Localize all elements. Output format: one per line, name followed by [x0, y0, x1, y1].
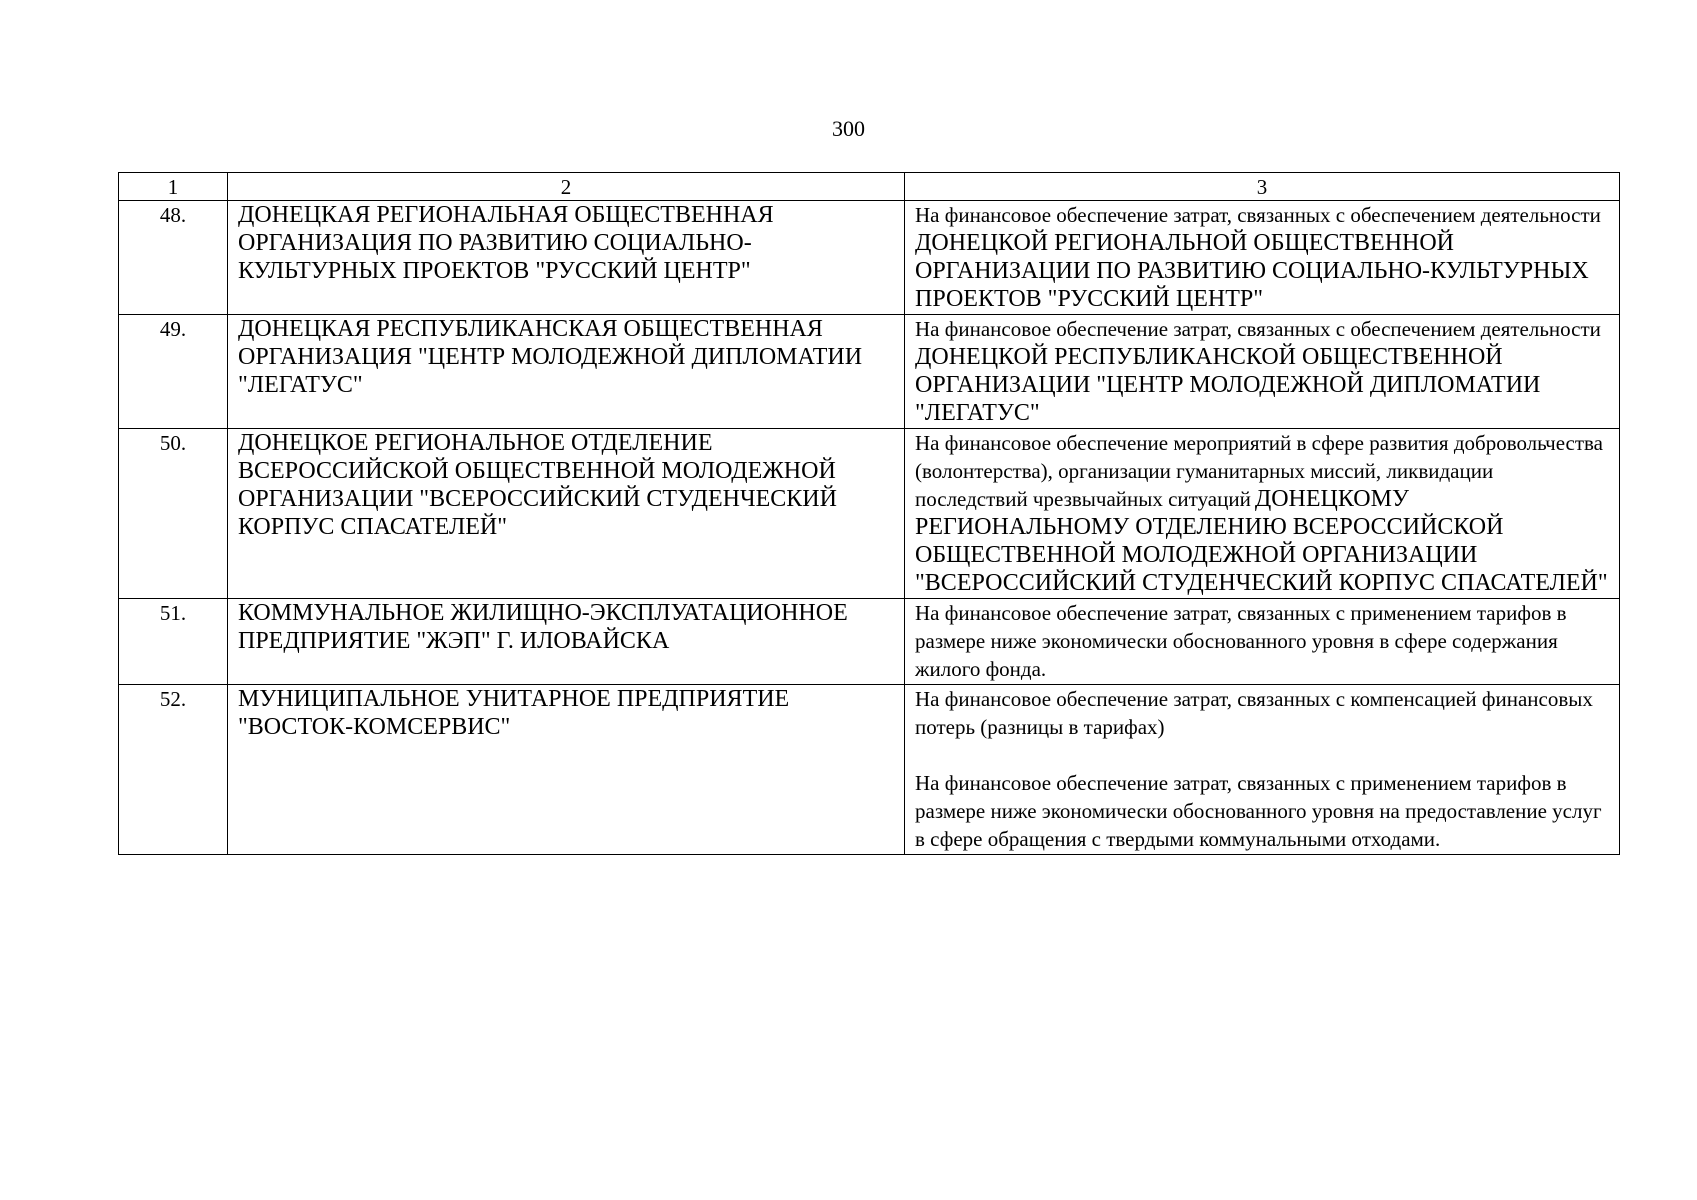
purpose-text: На финансовое обеспечение затрат, связанных с обеспечением деятельности — [915, 203, 1601, 227]
row-number: 48. — [119, 201, 228, 315]
table-row — [119, 201, 1620, 315]
subsidy-purpose — [905, 685, 1620, 855]
table-row — [119, 599, 1620, 685]
organization-name: ДОНЕЦКАЯ РЕСПУБЛИКАНСКАЯ ОБЩЕСТВЕННАЯ ОРГАНИЗАЦИЯ "ЦЕНТР МОЛОДЕЖНОЙ ДИПЛОМАТИИ "ЛЕГАТУС" — [228, 315, 905, 429]
purpose-text-second: На финансовое обеспечение затрат, связанных с применением тарифов в размере ниже экономически обоснованного уровня на предоставление услуг в сфере обращения с твердыми коммунальными отходами. — [915, 771, 1602, 851]
page-number: 300 — [832, 116, 865, 141]
subsidy-table — [118, 172, 1620, 855]
table-row — [119, 429, 1620, 599]
organization-name: КОММУНАЛЬНОЕ ЖИЛИЩНО-ЭКСПЛУАТАЦИОННОЕ ПРЕДПРИЯТИЕ "ЖЭП" Г. ИЛОВАЙСКА — [228, 599, 905, 685]
row-number: 49. — [119, 315, 228, 429]
paragraph-gap — [915, 741, 1609, 769]
purpose-recipient: ДОНЕЦКОЙ РЕГИОНАЛЬНОЙ ОБЩЕСТВЕННОЙ ОРГАНИЗАЦИИ ПО РАЗВИТИЮ СОЦИАЛЬНО-КУЛЬТУРНЫХ ПРОЕКТОВ "РУССКИЙ ЦЕНТР" — [915, 230, 1589, 312]
purpose-text: На финансовое обеспечение затрат, связанных с компенсацией финансовых потерь (разницы в тарифах) — [915, 687, 1593, 739]
table-row — [119, 315, 1620, 429]
table-row — [119, 685, 1620, 855]
column-header-2: 2 — [228, 173, 905, 201]
column-header-1: 1 — [119, 173, 228, 201]
column-header-3: 3 — [905, 173, 1620, 201]
row-number: 50. — [119, 429, 228, 599]
table-header-row — [119, 173, 1620, 201]
purpose-recipient: ДОНЕЦКОМУ РЕГИОНАЛЬНОМУ ОТДЕЛЕНИЮ ВСЕРОССИЙСКОЙ ОБЩЕСТВЕННОЙ МОЛОДЕЖНОЙ ОРГАНИЗАЦИИ "ВСЕРОССИЙСКИЙ СТУДЕНЧЕСКИЙ КОРПУС СПАСАТЕЛЕЙ" — [915, 486, 1608, 596]
subsidy-purpose — [905, 429, 1620, 599]
subsidy-purpose — [905, 315, 1620, 429]
organization-name: МУНИЦИПАЛЬНОЕ УНИТАРНОЕ ПРЕДПРИЯТИЕ "ВОСТОК-КОМСЕРВИС" — [228, 685, 905, 855]
row-number: 52. — [119, 685, 228, 855]
purpose-text: На финансовое обеспечение затрат, связанных с обеспечением деятельности — [915, 317, 1601, 341]
organization-name: ДОНЕЦКОЕ РЕГИОНАЛЬНОЕ ОТДЕЛЕНИЕ ВСЕРОССИЙСКОЙ ОБЩЕСТВЕННОЙ МОЛОДЕЖНОЙ ОРГАНИЗАЦИИ "ВСЕРОССИЙСКИЙ СТУДЕНЧЕСКИЙ КОРПУС СПАСАТЕЛЕЙ" — [228, 429, 905, 599]
purpose-text: На финансовое обеспечение затрат, связанных с применением тарифов в размере ниже экономически обоснованного уровня в сфере содержания жилого фонда. — [915, 601, 1567, 681]
organization-name: ДОНЕЦКАЯ РЕГИОНАЛЬНАЯ ОБЩЕСТВЕННАЯ ОРГАНИЗАЦИЯ ПО РАЗВИТИЮ СОЦИАЛЬНО-КУЛЬТУРНЫХ ПРОЕКТОВ "РУССКИЙ ЦЕНТР" — [228, 201, 905, 315]
row-number: 51. — [119, 599, 228, 685]
purpose-recipient: ДОНЕЦКОЙ РЕСПУБЛИКАНСКОЙ ОБЩЕСТВЕННОЙ ОРГАНИЗАЦИИ "ЦЕНТР МОЛОДЕЖНОЙ ДИПЛОМАТИИ "ЛЕГАТУС" — [915, 344, 1541, 426]
subsidy-purpose — [905, 201, 1620, 315]
purpose-text: На финансовое обеспечение мероприятий в сфере развития добровольчества (волонтерства), организации гуманитарных миссий, ликвидации последствий чрезвычайных ситуаций — [915, 431, 1604, 511]
subsidy-purpose — [905, 599, 1620, 685]
